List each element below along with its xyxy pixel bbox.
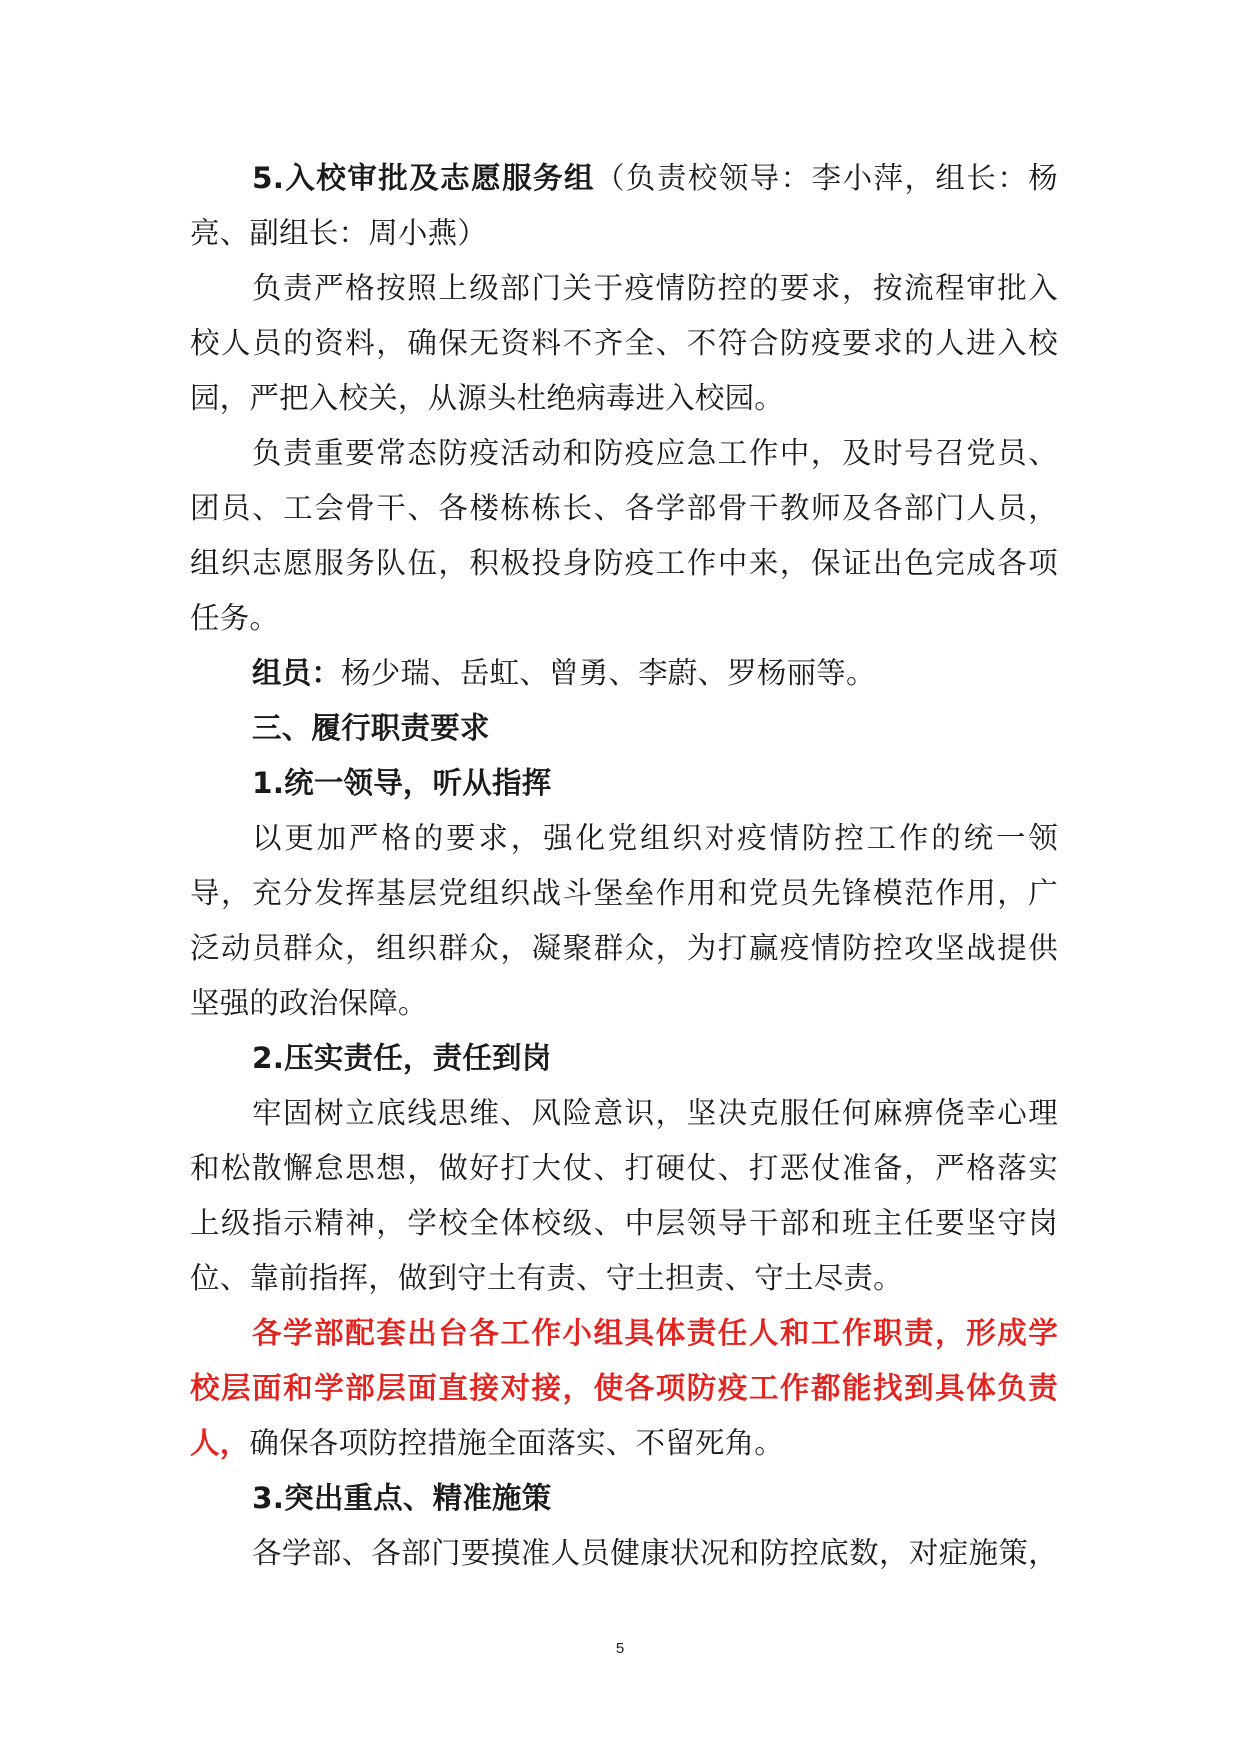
text-run: 5.入校审批及志愿服务组 (252, 161, 595, 195)
text-line (190, 653, 1058, 693)
text-line (190, 433, 1058, 473)
text-line (190, 1368, 1058, 1408)
text-run: 园，严把入校关，从源头杜绝病毒进入校园。 (190, 381, 785, 415)
text-run: 和松散懈怠思想，做好打大仗、打硬仗、打恶仗准备，严格落实 (190, 1151, 1058, 1185)
text-run: 确保各项防控措施全面落实、不留死角。 (249, 1426, 785, 1460)
text-run: 各学部配套出台各工作小组具体责任人和工作职责，形成学 (252, 1316, 1058, 1350)
text-run: 亮、副组长：周小燕） (190, 216, 488, 250)
text-run: 三、履行职责要求 (252, 711, 490, 745)
text-line (190, 268, 1058, 308)
text-line (190, 598, 1058, 638)
text-line (190, 378, 1058, 418)
text-line (190, 1478, 1058, 1518)
text-run: 泛动员群众，组织群众，凝聚群众，为打赢疫情防控攻坚战提供 (190, 931, 1058, 965)
text-run: 坚强的政治保障。 (190, 986, 428, 1020)
text-run: 各学部、各部门要摸准人员健康状况和防控底数，对症施策， (252, 1536, 1058, 1570)
text-line (190, 543, 1058, 583)
text-run: 团员、工会骨干、各楼栋栋长、各学部骨干教师及各部门人员， (190, 491, 1058, 525)
text-line (190, 983, 1058, 1023)
text-run: 组织志愿服务队伍，积极投身防疫工作中来，保证出色完成各项 (190, 546, 1058, 580)
text-line (190, 1423, 1058, 1463)
text-run: 负责重要常态防疫活动和防疫应急工作中，及时号召党员、 (252, 436, 1058, 470)
text-line (190, 1203, 1058, 1243)
text-line (190, 1093, 1058, 1133)
text-run: 负责严格按照上级部门关于疫情防控的要求，按流程审批入 (252, 271, 1058, 305)
text-line (190, 763, 1058, 803)
text-line (190, 1258, 1058, 1298)
text-run: 人， (190, 1426, 250, 1460)
text-line (190, 158, 1058, 198)
text-line (190, 1313, 1058, 1353)
text-run: 上级指示精神，学校全体校级、中层领导干部和班主任要坚守岗 (190, 1206, 1058, 1240)
text-run: 3.突出重点、精准施策 (252, 1481, 552, 1515)
text-run: 组员： (252, 656, 342, 690)
page-number: 5 (615, 1640, 625, 1657)
text-line (190, 818, 1058, 858)
text-run: 牢固树立底线思维、风险意识，坚决克服任何麻痹侥幸心理 (252, 1096, 1058, 1130)
text-line (190, 873, 1058, 913)
text-line (190, 928, 1058, 968)
text-line (190, 213, 1058, 253)
text-run: 导，充分发挥基层党组织战斗堡垒作用和党员先锋模范作用，广 (190, 876, 1058, 910)
text-run: 位、靠前指挥，做到守土有责、守土担责、守土尽责。 (190, 1261, 903, 1295)
text-run: 1.统一领导，听从指挥 (252, 766, 552, 800)
text-line (190, 323, 1058, 363)
text-run: 校层面和学部层面直接对接，使各项防疫工作都能找到具体负责 (190, 1371, 1058, 1405)
text-line (190, 708, 1058, 748)
text-run: 2.压实责任，责任到岗 (252, 1041, 552, 1075)
text-run: 任务。 (190, 601, 280, 635)
text-run: 以更加严格的要求，强化党组织对疫情防控工作的统一领 (252, 821, 1058, 855)
text-run: （负责校领导：李小萍，组长：杨 (594, 161, 1058, 195)
text-line (190, 1148, 1058, 1188)
text-line (190, 1533, 1058, 1573)
text-line (190, 1038, 1058, 1078)
text-run: 校人员的资料，确保无资料不齐全、不符合防疫要求的人进入校 (190, 326, 1058, 360)
text-run: 杨少瑞、岳虹、曾勇、李蔚、罗杨丽等。 (341, 656, 876, 690)
text-line (190, 488, 1058, 528)
